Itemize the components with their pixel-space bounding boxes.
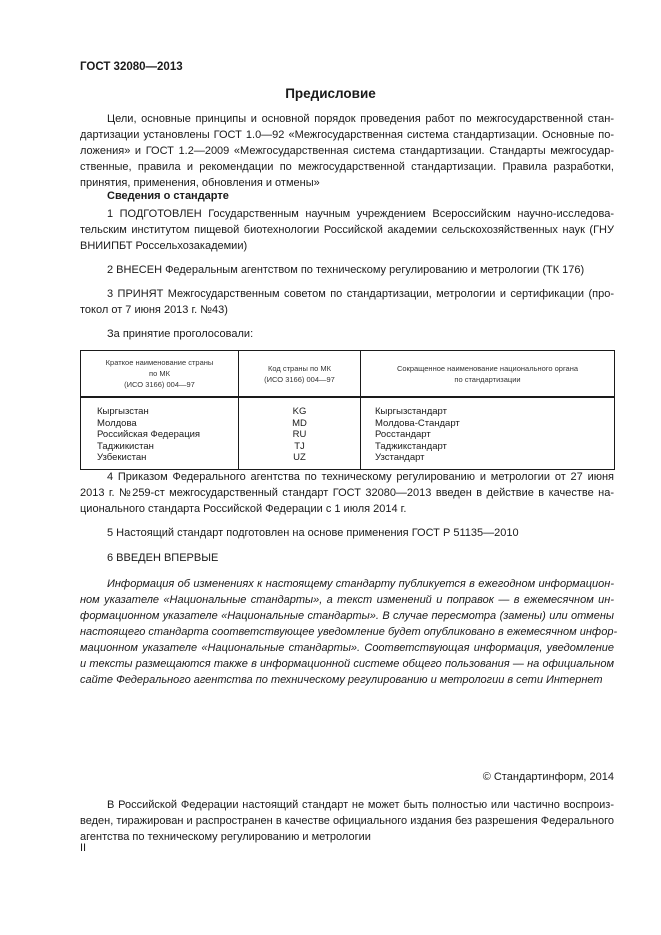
page-number: II	[80, 842, 87, 854]
notice-line: и тексты размещаются также в информационной системе общего пользования — на официальном	[80, 658, 614, 670]
intro-paragraph	[80, 111, 614, 191]
org-cell: Молдова-Стандарт	[361, 418, 615, 430]
table-row	[81, 429, 615, 441]
header-org: Сокращенное наименование национального органа по стандартизации	[361, 351, 615, 398]
notice-line: Информация об изменениях к настоящему стандарту публикуется в ежегодном информацион-	[107, 578, 614, 590]
country-cell: Таджикистан	[81, 441, 239, 453]
code-cell: KG	[239, 397, 361, 418]
item-2: 2 ВНЕСЕН Федеральным агентством по техническому регулированию и метрологии (ТК 176)	[107, 264, 585, 276]
rights-line: веден, тиражирован и распространен в качестве официального издания без разрешения Федерального	[80, 815, 614, 827]
rights-line: агентства по техническому регулированию и метрологии	[80, 831, 371, 843]
country-cell: Молдова	[81, 418, 239, 430]
org-cell: Кыргызстандарт	[361, 397, 615, 418]
intro-line: ложения» и ГОСТ 1.2—2009 «Межгосударственная система стандартизации. Стандарты межгосудар-	[80, 145, 614, 157]
item-4-line: 4 Приказом Федерального агентства по техническому регулированию и метрологии от 27 июня	[107, 471, 614, 483]
item-5: 5 Настоящий стандарт подготовлен на основе применения ГОСТ Р 51135—2010	[107, 527, 519, 539]
item-4-line: 2013 г. №259-ст межгосударственный стандарт ГОСТ 32080—2013 введен в действие в качестве на-	[80, 487, 614, 499]
item-4-line: ционального стандарта Российской Федерации с 1 июля 2014 г.	[80, 503, 407, 515]
table-row	[81, 452, 615, 469]
org-cell: Узстандарт	[361, 452, 615, 469]
copyright: © Стандартинформ, 2014	[482, 771, 614, 783]
country-cell: Узбекистан	[81, 452, 239, 469]
org-cell: Росстандарт	[361, 429, 615, 441]
table-row	[81, 397, 615, 418]
notice-line: формационном указателе «Национальные стандарты». В случае пересмотра (замены) или отмены	[80, 610, 614, 622]
item-1-paragraph	[80, 206, 614, 254]
intro-line: Цели, основные принципы и основной порядок проведения работ по межгосударственной стан-	[107, 113, 614, 125]
intro-line: принятия, применения, обновления и отмены»	[80, 177, 320, 189]
country-cell: Российская Федерация	[81, 429, 239, 441]
code-cell: UZ	[239, 452, 361, 469]
item-3-line: токол от 7 июня 2013 г. №43)	[80, 304, 228, 316]
header-country: Краткое наименование страны по МК (ИСО 3166) 004—97	[81, 351, 239, 398]
info-heading: Сведения о стандарте	[107, 190, 229, 202]
table-header-row	[81, 351, 615, 398]
item-3-line: 3 ПРИНЯТ Межгосударственным советом по стандартизации, метрологии и сертификации (про-	[107, 288, 614, 300]
table-row	[81, 441, 615, 453]
code-cell: MD	[239, 418, 361, 430]
voting-table	[80, 350, 615, 470]
notice-line: ном указателе «Национальные стандарты», а текст изменений и поправок — в ежемесячном ин-	[80, 594, 614, 606]
rights-paragraph	[80, 797, 614, 845]
notice-line: мационном указателе «Национальные стандарты». Соответствующая информация, уведомление	[80, 642, 614, 654]
notice-line: настоящего стандарта соответствующее уведомление будет опубликовано в ежемесячном инфор-	[80, 626, 618, 638]
intro-line: ственные, правила и рекомендации по межгосударственной стандартизации. Правила разработки,	[80, 161, 614, 173]
voted-label: За принятие проголосовали:	[107, 328, 254, 340]
page-title: Предисловие	[285, 86, 376, 101]
notice-line: сайте Федерального агентства по техническому регулированию и метрологии в сети Интернет	[80, 674, 603, 686]
item-4-paragraph	[80, 469, 614, 517]
country-cell: Кыргызстан	[81, 397, 239, 418]
item-1-line: ВНИИПБТ Россельхозакадемии)	[80, 240, 248, 252]
code-cell: RU	[239, 429, 361, 441]
org-cell: Таджикстандарт	[361, 441, 615, 453]
header-code: Код страны по МК (ИСО 3166) 004—97	[239, 351, 361, 398]
intro-line: дартизации установлены ГОСТ 1.0—92 «Межгосударственная система стандартизации. Основные по-	[80, 129, 614, 141]
item-3-paragraph	[80, 286, 614, 318]
table-row	[81, 418, 615, 430]
document-code: ГОСТ 32080—2013	[80, 61, 183, 73]
item-1-line: 1 ПОДГОТОВЛЕН Государственным научным учреждением Всероссийским научно-исследова-	[107, 208, 614, 220]
item-6: 6 ВВЕДЕН ВПЕРВЫЕ	[107, 552, 219, 564]
item-1-line: тельским институтом пищевой биотехнологии Российской академии сельскохозяйственных наук (ГНУ	[80, 224, 614, 236]
code-cell: TJ	[239, 441, 361, 453]
rights-line: В Российской Федерации настоящий стандарт не может быть полностью или частично воспроиз-	[107, 799, 614, 811]
notice-paragraph	[80, 576, 618, 688]
